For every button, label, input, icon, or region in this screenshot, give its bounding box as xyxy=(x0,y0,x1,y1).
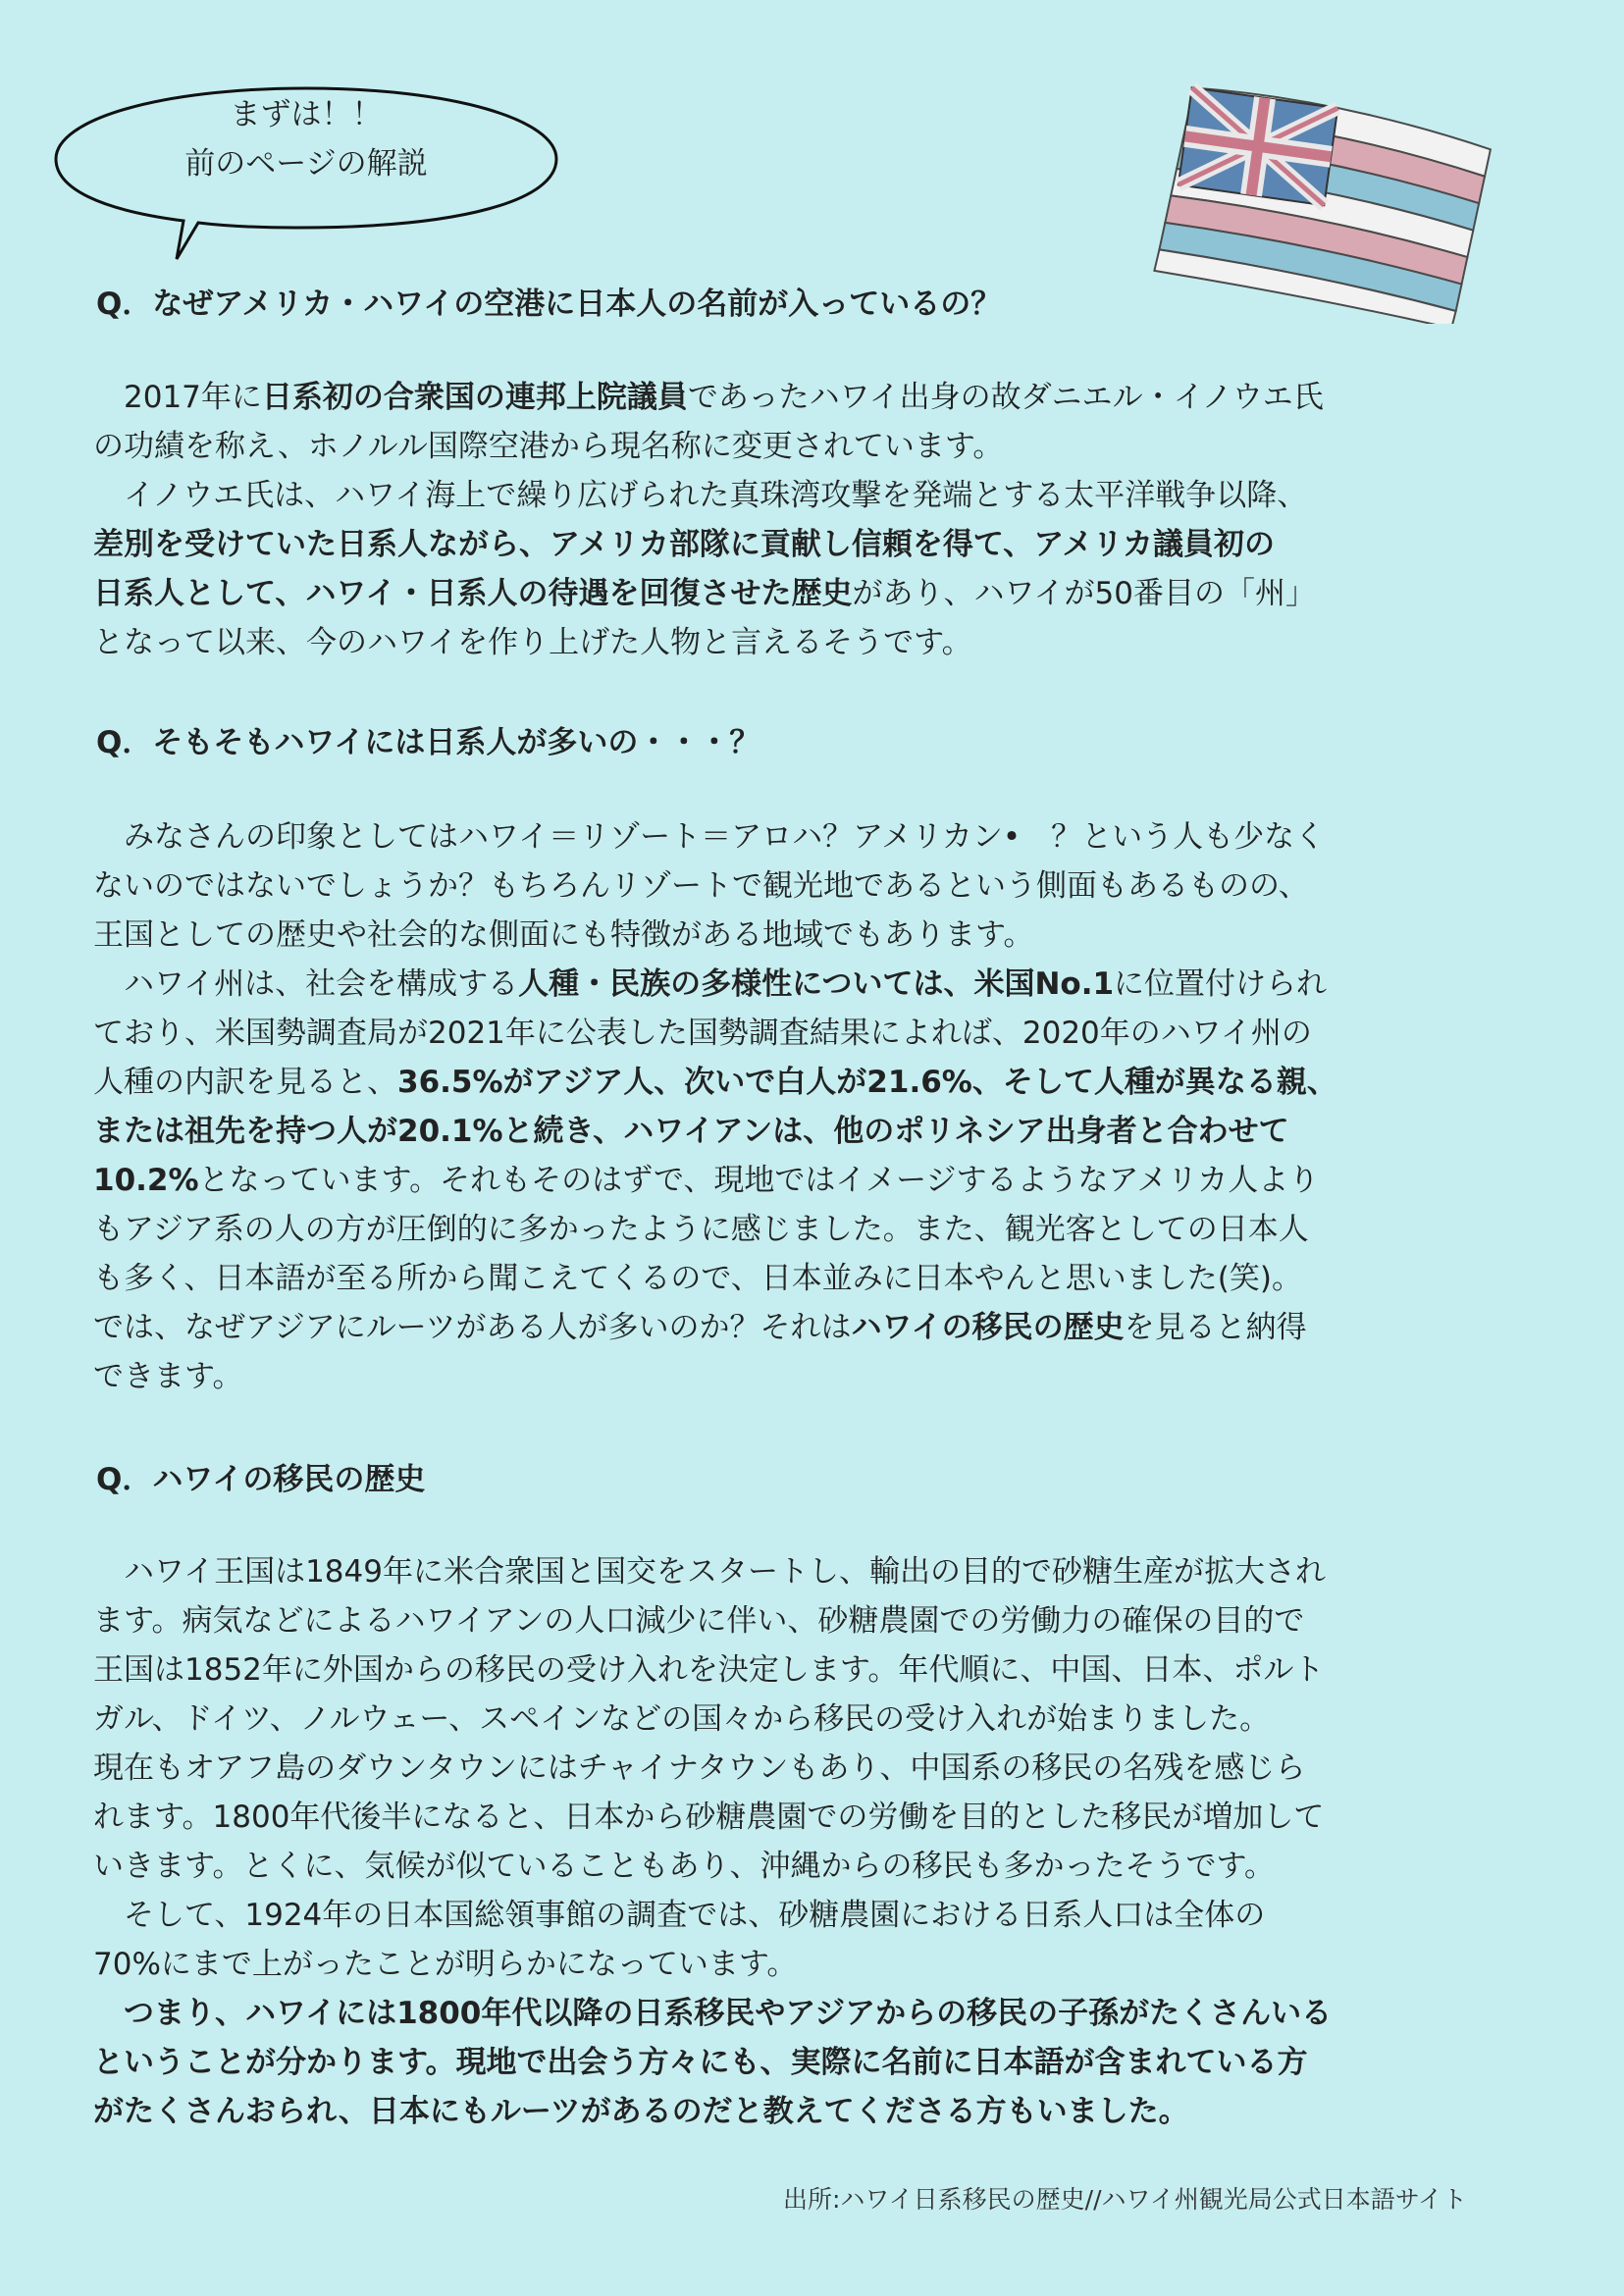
text: に位置付けられ xyxy=(1114,966,1328,1002)
paragraph-line xyxy=(93,1596,1545,1645)
text: 2017年に xyxy=(93,380,262,415)
question-1-body xyxy=(93,373,1545,667)
question-3-body xyxy=(93,1547,1545,2136)
paragraph-line xyxy=(93,422,1545,471)
paragraph-line xyxy=(93,1842,1545,1891)
paragraph-line xyxy=(93,471,1545,520)
text: みなさんの印象としてはハワイ＝リゾート＝アロハ？アメリカン• ？という人も少なく xyxy=(93,819,1326,855)
text: 70%にまで上がったことが明らかになっています。 xyxy=(93,1947,798,1982)
bold-text: 日系人として、ハワイ・日系人の待遇を回復させた歴史 xyxy=(93,576,853,611)
bold-text: 人種・民族の多様性については、米国No.1 xyxy=(518,966,1115,1002)
text: 王国は1852年に外国からの移民の受け入れを決定します。年代順に、中国、日本、ポルト xyxy=(93,1652,1325,1688)
paragraph-line xyxy=(93,1009,1545,1058)
question-2-title: Q．そもそもハワイには日系人が多いの・・・？ xyxy=(96,725,760,760)
paragraph-line xyxy=(93,1744,1545,1793)
speech-bubble xyxy=(51,80,561,261)
hawaii-flag-icon xyxy=(1148,78,1511,324)
bold-text: 日系初の合衆国の連邦上院議員 xyxy=(261,380,688,415)
text: であったハワイ出身の故ダニエル・イノウエ氏 xyxy=(687,380,1324,415)
text: の功績を称え、ホノルル国際空港から現名称に変更されています。 xyxy=(93,429,1004,464)
text: ハワイ州は、社会を構成する xyxy=(93,966,519,1002)
bubble-line-2: 前のページの解説 xyxy=(184,146,428,182)
text: もアジア系の人の方が圧倒的に多かったように感じました。また、観光客としての日本人 xyxy=(93,1212,1309,1247)
text: 王国としての歴史や社会的な側面にも特徴がある地域でもあります。 xyxy=(93,917,1034,953)
paragraph-line xyxy=(93,1254,1545,1303)
question-1-title: Q．なぜアメリカ・ハワイの空港に日本人の名前が入っているの？ xyxy=(96,287,1002,322)
text: も多く、日本語が至る所から聞こえてくるので、日本並みに日本やんと思いました(笑)。 xyxy=(93,1261,1302,1296)
text: ガル、ドイツ、ノルウェー、スペインなどの国々から移民の受け入れが始まりました。 xyxy=(93,1701,1271,1737)
text: ないのではないでしょうか？もちろんリゾートで観光地であるという側面もあるものの、 xyxy=(93,868,1309,904)
paragraph-line xyxy=(93,960,1545,1009)
bold-text: つまり、ハワイには1800年代以降の日系移民やアジアからの移民の子孫がたくさんいる xyxy=(93,1996,1333,2031)
paragraph-line xyxy=(93,569,1545,618)
paragraph-line xyxy=(93,861,1545,911)
paragraph-line xyxy=(93,373,1545,422)
bold-text: 36.5%がアジア人、次いで白人が21.6%、そして人種が異なる親、 xyxy=(397,1065,1337,1100)
question-2-body xyxy=(93,812,1545,1401)
paragraph-line xyxy=(93,1645,1545,1695)
paragraph-line xyxy=(93,1891,1545,1940)
question-3-title: Q．ハワイの移民の歴史 xyxy=(96,1462,426,1497)
source-citation: 出所:ハワイ日系移民の歴史//ハワイ州観光局公式日本語サイト xyxy=(783,2185,1468,2214)
text: 現在もオアフ島のダウンタウンにはチャイナタウンもあり、中国系の移民の名残を感じら xyxy=(93,1750,1306,1786)
text: そして、1924年の日本国総領事館の調査では、砂糖農園における日系人口は全体の xyxy=(93,1898,1266,1933)
bold-text: 10.2% xyxy=(93,1163,199,1198)
bold-text: または祖先を持つ人が20.1%と続き、ハワイアンは、他のポリネシア出身者と合わせて xyxy=(93,1114,1289,1149)
bold-text: がたくさんおられ、日本にもルーツがあるのだと教えてくださる方もいました。 xyxy=(93,2094,1189,2129)
bold-text: ハワイの移民の歴史 xyxy=(851,1310,1125,1345)
paragraph-line xyxy=(93,1352,1545,1401)
text: ハワイ王国は1849年に米合衆国と国交をスタートし、輸出の目的で砂糖生産が拡大され xyxy=(93,1554,1326,1590)
paragraph-line xyxy=(93,1107,1545,1156)
paragraph-line xyxy=(93,1205,1545,1254)
text: があり、ハワイが50番目の「州」 xyxy=(852,576,1316,611)
bubble-line-1: まずは！！ xyxy=(230,97,383,132)
paragraph-line xyxy=(93,618,1545,667)
text: ます。病気などによるハワイアンの人口減少に伴い、砂糖農園での労働力の確保の目的で xyxy=(93,1603,1305,1639)
paragraph-line xyxy=(93,1989,1545,2038)
paragraph-line xyxy=(93,1547,1545,1596)
text: れます。1800年代後半になると、日本から砂糖農園での労働を目的とした移民が増加して xyxy=(93,1800,1325,1835)
paragraph-line xyxy=(93,520,1545,569)
paragraph-line xyxy=(93,1156,1545,1205)
text: 人種の内訳を見ると、 xyxy=(93,1065,397,1100)
text: ており、米国勢調査局が2021年に公表した国勢調査結果によれば、2020年のハワイ州の xyxy=(93,1016,1312,1051)
text: いきます。とくに、気候が似ていることもあり、沖縄からの移民も多かったそうです。 xyxy=(93,1849,1276,1884)
paragraph-line xyxy=(93,1303,1545,1352)
paragraph-line xyxy=(93,1058,1545,1107)
text: となっています。それもそのはずで、現地ではイメージするようなアメリカ人より xyxy=(198,1163,1320,1198)
paragraph-line xyxy=(93,2087,1545,2136)
bold-text: ということが分かります。現地で出会う方々にも、実際に名前に日本語が含まれている方 xyxy=(93,2045,1308,2080)
paragraph-line xyxy=(93,911,1545,960)
text: イノウエ氏は、ハワイ海上で繰り広げられた真珠湾攻撃を発端とする太平洋戦争以降、 xyxy=(93,478,1308,513)
paragraph-line xyxy=(93,1695,1545,1744)
paragraph-line xyxy=(93,812,1545,861)
text: を見ると納得 xyxy=(1124,1310,1307,1345)
bold-text: 差別を受けていた日系人ながら、アメリカ部隊に貢献し信頼を得て、アメリカ議員初の xyxy=(93,527,1276,562)
paragraph-line xyxy=(93,1793,1545,1842)
paragraph-line xyxy=(93,1940,1545,1989)
text: では、なぜアジアにルーツがある人が多いのか？それは xyxy=(93,1310,852,1345)
text: できます。 xyxy=(93,1359,243,1394)
text: となって以来、今のハワイを作り上げた人物と言えるそうです。 xyxy=(93,625,972,660)
paragraph-line xyxy=(93,2038,1545,2087)
